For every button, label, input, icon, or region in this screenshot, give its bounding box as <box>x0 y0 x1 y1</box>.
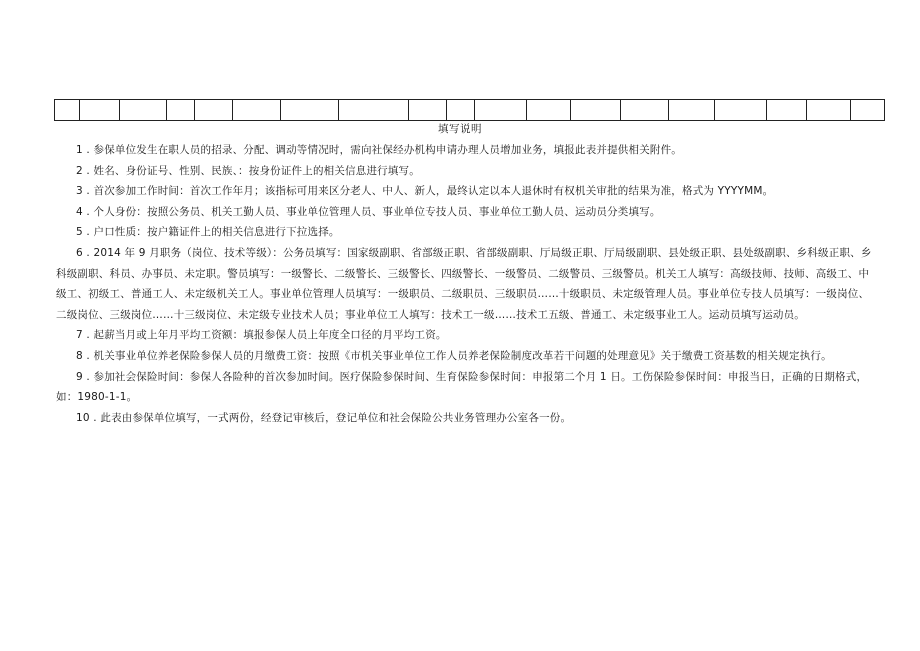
table-cell <box>851 100 885 121</box>
table-cell <box>167 100 195 121</box>
table-cell <box>447 100 475 121</box>
table-cell <box>767 100 807 121</box>
table-cell <box>55 100 80 121</box>
table-cell <box>571 100 621 121</box>
table-cell <box>409 100 447 121</box>
registration-table <box>54 99 885 121</box>
instruction-item: 4 . 个人身份：按照公务员、机关工勤人员、事业单位管理人员、事业单位专技人员、事业单位工勤人员、运动员分类填写。 <box>76 205 661 218</box>
table-cell <box>339 100 409 121</box>
instruction-item: 1 . 参保单位发生在职人员的招录、分配、调动等情况时，需向社保经办机构申请办理人员增加业务，填报此表并提供相关附件。 <box>76 144 682 156</box>
instruction-item: 5 . 户口性质：按户籍证件上的相关信息进行下拉选择。 <box>76 226 340 239</box>
table-cell <box>475 100 527 121</box>
instructions-title: 填写说明 <box>438 123 482 135</box>
table-cell <box>281 100 339 121</box>
table-cell <box>233 100 281 121</box>
instruction-item: 3 . 首次参加工作时间：首次工作年月；该指标可用来区分老人、中人、新人，最终认定以本人退休时有权机关审批的结果为准，格式为 YYYYMM。 <box>76 185 774 198</box>
instruction-item: 8 . 机关事业单位养老保险参保人员的月缴费工资：按照《市机关事业单位工作人员养老保险制度改革若干问题的处理意见》关于缴费工资基数的相关规定执行。 <box>76 349 832 362</box>
table-cell <box>80 100 120 121</box>
instruction-item: 10 . 此表由参保单位填写，一式两份，经登记审核后，登记单位和社会保险公共业务管理办公室各一份。 <box>76 411 572 424</box>
instruction-item: 2 . 姓名、身份证号、性别、民族、：按身份证件上的相关信息进行填写。 <box>76 164 420 177</box>
table-row <box>55 100 885 121</box>
instruction-item: 6 . 2014 年 9 月职务（岗位、技术等级）：公务员填写：国家级副职、省部级正职、省部级副职、厅局级正职、厅局级副职、县处级正职、县处级副职、乡科级正职、乡科级副职、科员、办事员、未定职。警员填写：一级警长、二级警长、三级警长、四级警长、一级警员、二级警员、三级警员。机关工人填写：高级技师、技师、高级工、中级工、初级工、普通工人、未定级机关工人。事业单位管理人员填写：一级职员、二级职员、三级职员……十级职员、未定级管理人员。事业单位专技人员填写：一级岗位、二级岗位、三级岗位……十三级岗位、未定级专业技术人员；事业单位工人填写：技术工一级……技术工五级、普通工、未定级事业工人。运动员填写运动员。 <box>56 246 872 321</box>
table-cell <box>621 100 669 121</box>
table-cell <box>120 100 167 121</box>
table-cell <box>195 100 233 121</box>
table-cell <box>527 100 571 121</box>
table-cell <box>807 100 851 121</box>
table-cell <box>715 100 767 121</box>
instruction-item: 9 . 参加社会保险时间：参保人各险种的首次参加时间。医疗保险参保时间、生育保险参保时间：申报第二个月 1 日。工伤保险参保时间：申报当日，正确的日期格式，如：1980-1-1。 <box>56 370 868 404</box>
instructions-list <box>56 140 878 428</box>
instruction-item: 7 . 起薪当月或上年月平均工资额：填报参保人员上年度全口径的月平均工资。 <box>76 329 447 342</box>
table-cell <box>669 100 715 121</box>
